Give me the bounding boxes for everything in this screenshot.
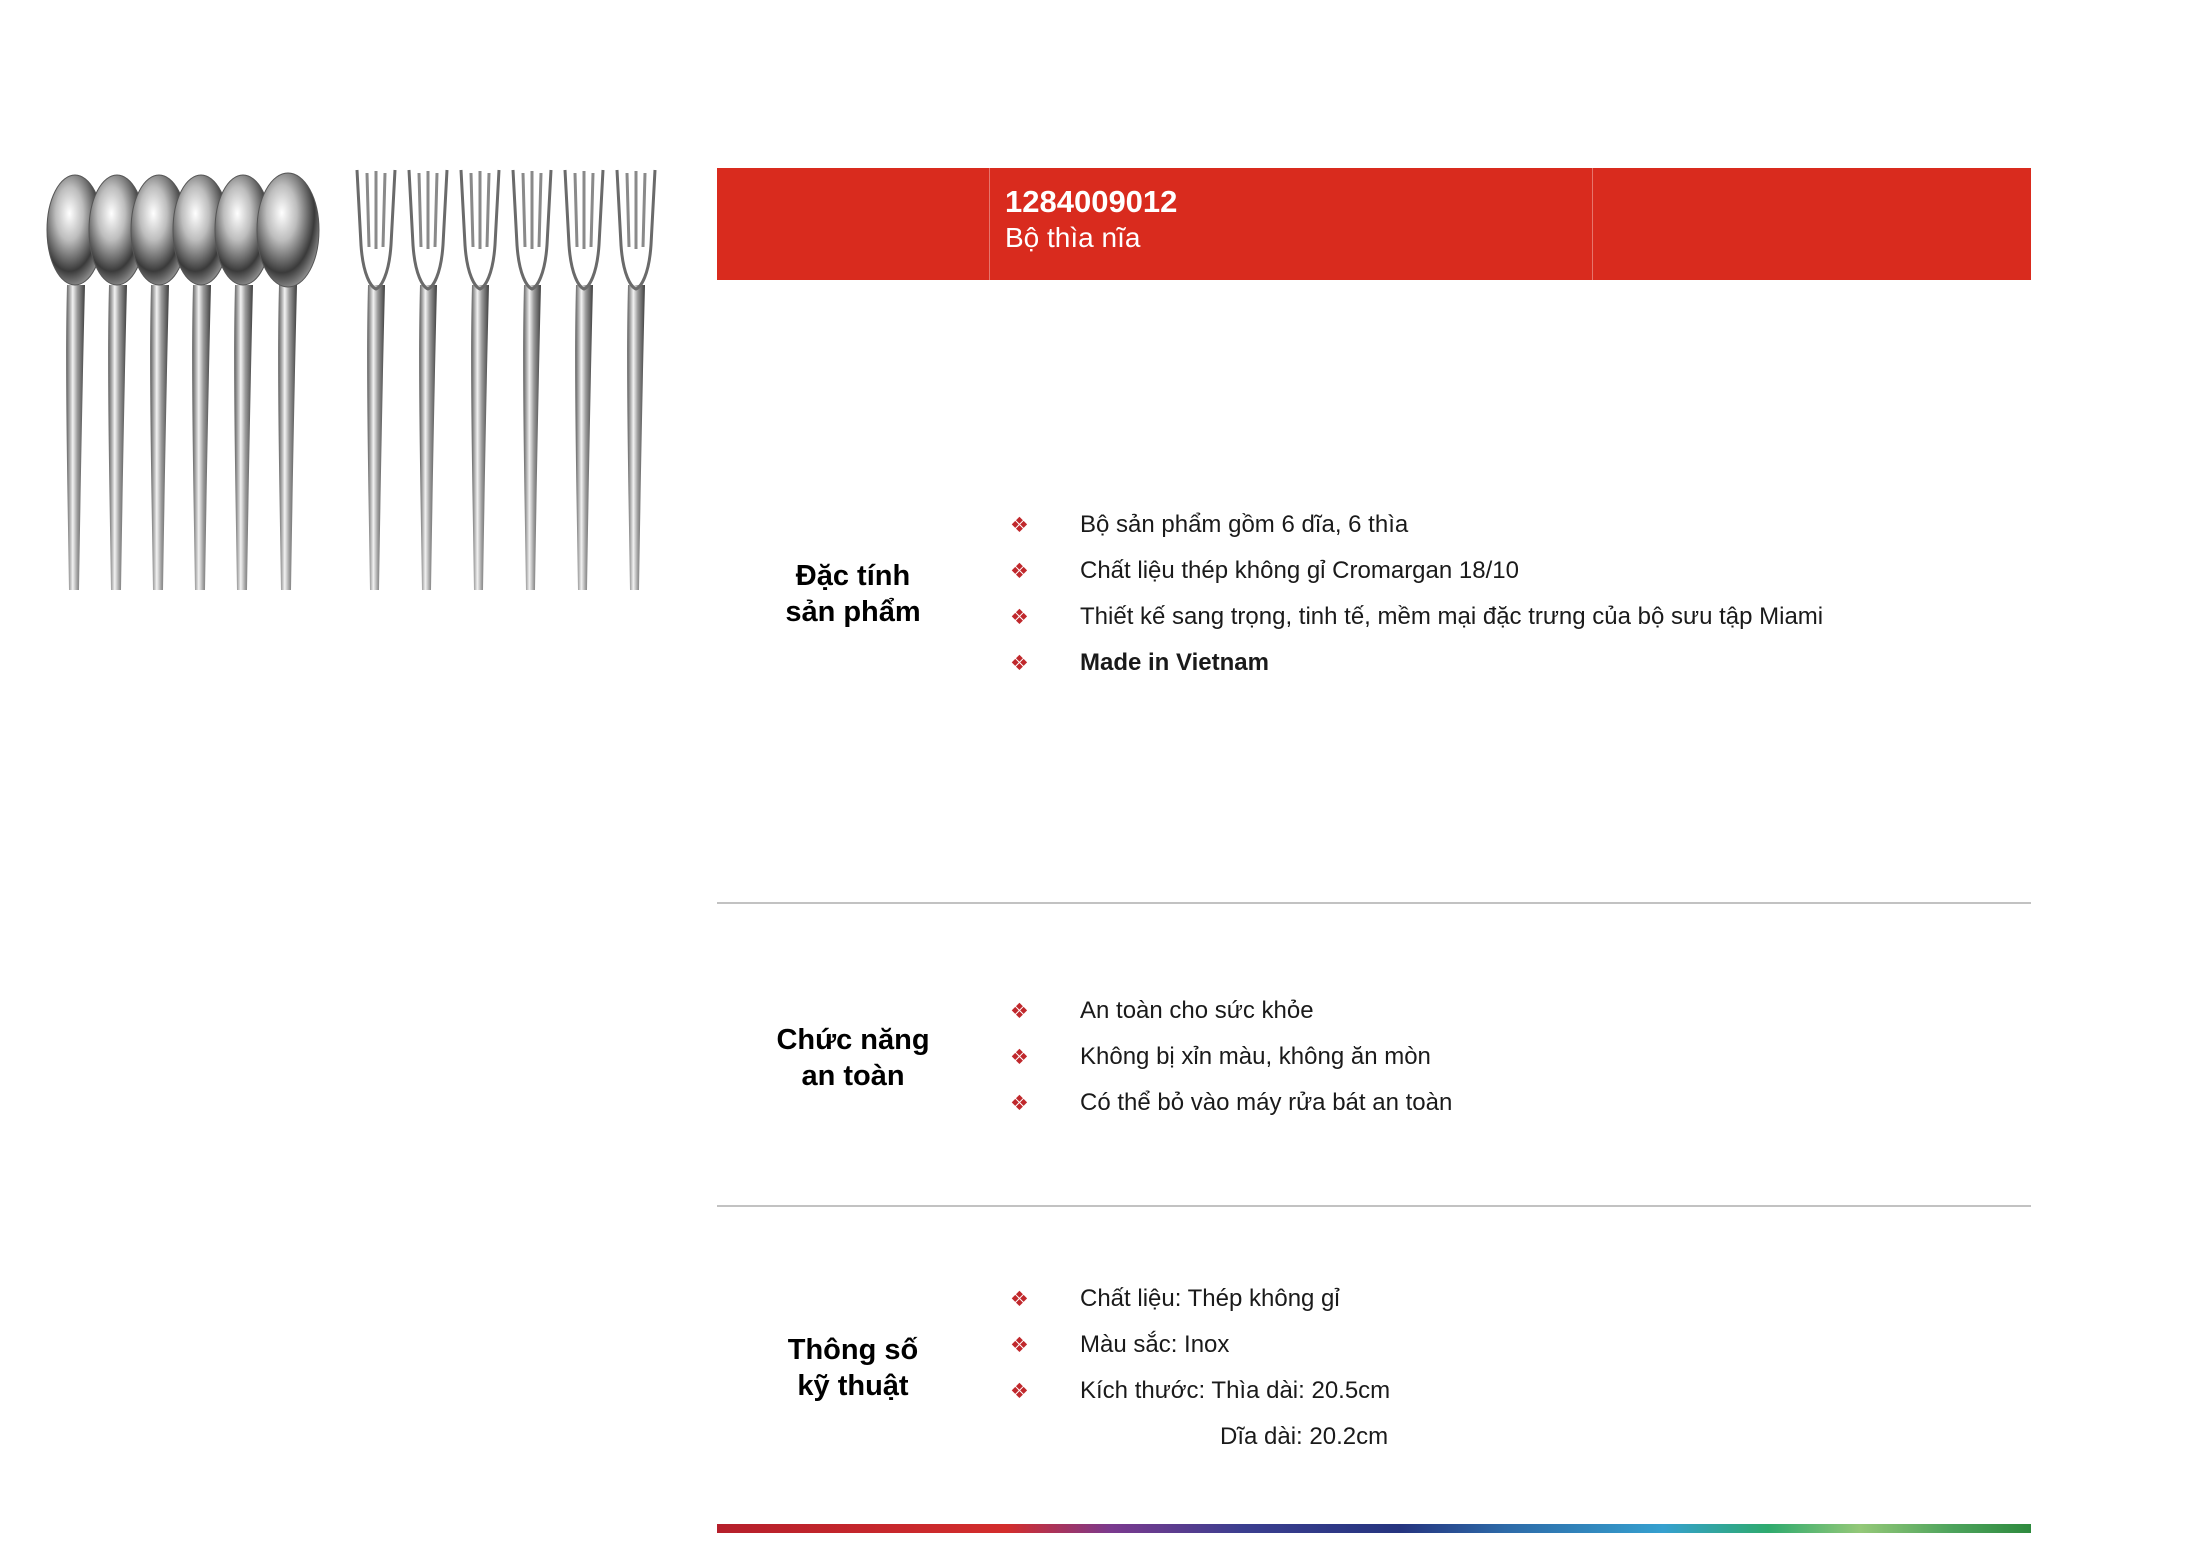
fork-5 [565, 170, 603, 590]
spoons-group [47, 173, 319, 590]
forks-group [357, 170, 655, 590]
list-item-text: Chất liệu thép không gỉ Cromargan 18/10 [1080, 557, 1519, 584]
fork-4 [513, 170, 551, 590]
section-divider [717, 1205, 2031, 1207]
diamond-bullet-icon: ❖ [1010, 1091, 1029, 1115]
section-title-specs [717, 1332, 989, 1404]
list-item [1010, 1276, 1390, 1322]
list-item-text: Chất liệu: Thép không gỉ [1080, 1285, 1340, 1312]
list-item-text: Bộ sản phẩm gồm 6 dĩa, 6 thìa [1080, 511, 1409, 538]
diamond-bullet-icon: ❖ [1010, 1287, 1029, 1311]
list-item-text: Dĩa dài: 20.2cm [1220, 1423, 1389, 1450]
section-title-line: sản phẩm [785, 596, 921, 628]
list-item-text: Made in Vietnam [1080, 649, 1269, 676]
diamond-bullet-icon: ❖ [1010, 513, 1029, 537]
section-title-line: Chức năng [776, 1024, 930, 1056]
list-item [1010, 502, 1823, 548]
brand-color-strip [717, 1524, 2031, 1533]
fork-2 [409, 170, 447, 590]
list-item [1010, 988, 1452, 1034]
section-title-line: kỹ thuật [797, 1370, 909, 1402]
diamond-bullet-icon: ❖ [1010, 1379, 1029, 1403]
diamond-bullet-icon: ❖ [1010, 651, 1029, 675]
diamond-bullet-icon: ❖ [1010, 605, 1029, 629]
list-item-text: Không bị xỉn màu, không ăn mòn [1080, 1043, 1431, 1070]
product-code: 1284009012 [1005, 184, 1178, 219]
list-item [1010, 640, 1823, 686]
specs-list [1010, 1276, 1390, 1460]
list-item [1010, 1368, 1390, 1414]
list-item [1010, 1034, 1452, 1080]
list-item-text: Kích thước: Thìa dài: 20.5cm [1080, 1377, 1391, 1404]
fork-3 [461, 170, 499, 590]
diamond-bullet-icon: ❖ [1010, 1333, 1029, 1357]
list-item [1010, 548, 1823, 594]
product-header-bar [717, 168, 2031, 280]
fork-1 [357, 170, 395, 590]
section-title-line: Thông số [787, 1334, 919, 1366]
list-item [1010, 1322, 1390, 1368]
fork-6 [617, 170, 655, 590]
section-title-features [717, 558, 989, 630]
spoon-6 [257, 173, 319, 590]
section-title-line: an toàn [801, 1060, 905, 1092]
section-divider [717, 902, 2031, 904]
section-title-line: Đặc tính [795, 560, 911, 592]
list-item [1010, 1080, 1452, 1126]
list-item-text: Thiết kế sang trọng, tinh tế, mềm mại đặc trưng của bộ sưu tập Miami [1080, 603, 1824, 630]
list-item [1010, 594, 1823, 640]
diamond-bullet-icon: ❖ [1010, 999, 1029, 1023]
diamond-bullet-icon: ❖ [1010, 1045, 1029, 1069]
header-divider-left [989, 168, 990, 280]
safety-list [1010, 988, 1452, 1126]
list-item-text: Có thể bỏ vào máy rửa bát an toàn [1080, 1089, 1453, 1116]
cutlery-set-image [45, 165, 690, 600]
features-list [1010, 502, 1823, 686]
list-item-text: An toàn cho sức khỏe [1080, 997, 1314, 1024]
product-name: Bộ thìa nĩa [1005, 222, 1141, 253]
header-divider-right [1592, 168, 1593, 280]
list-item-text: Màu sắc: Inox [1080, 1331, 1230, 1358]
section-title-safety [717, 1022, 989, 1094]
diamond-bullet-icon: ❖ [1010, 559, 1029, 583]
list-item-continuation [1010, 1414, 1390, 1460]
